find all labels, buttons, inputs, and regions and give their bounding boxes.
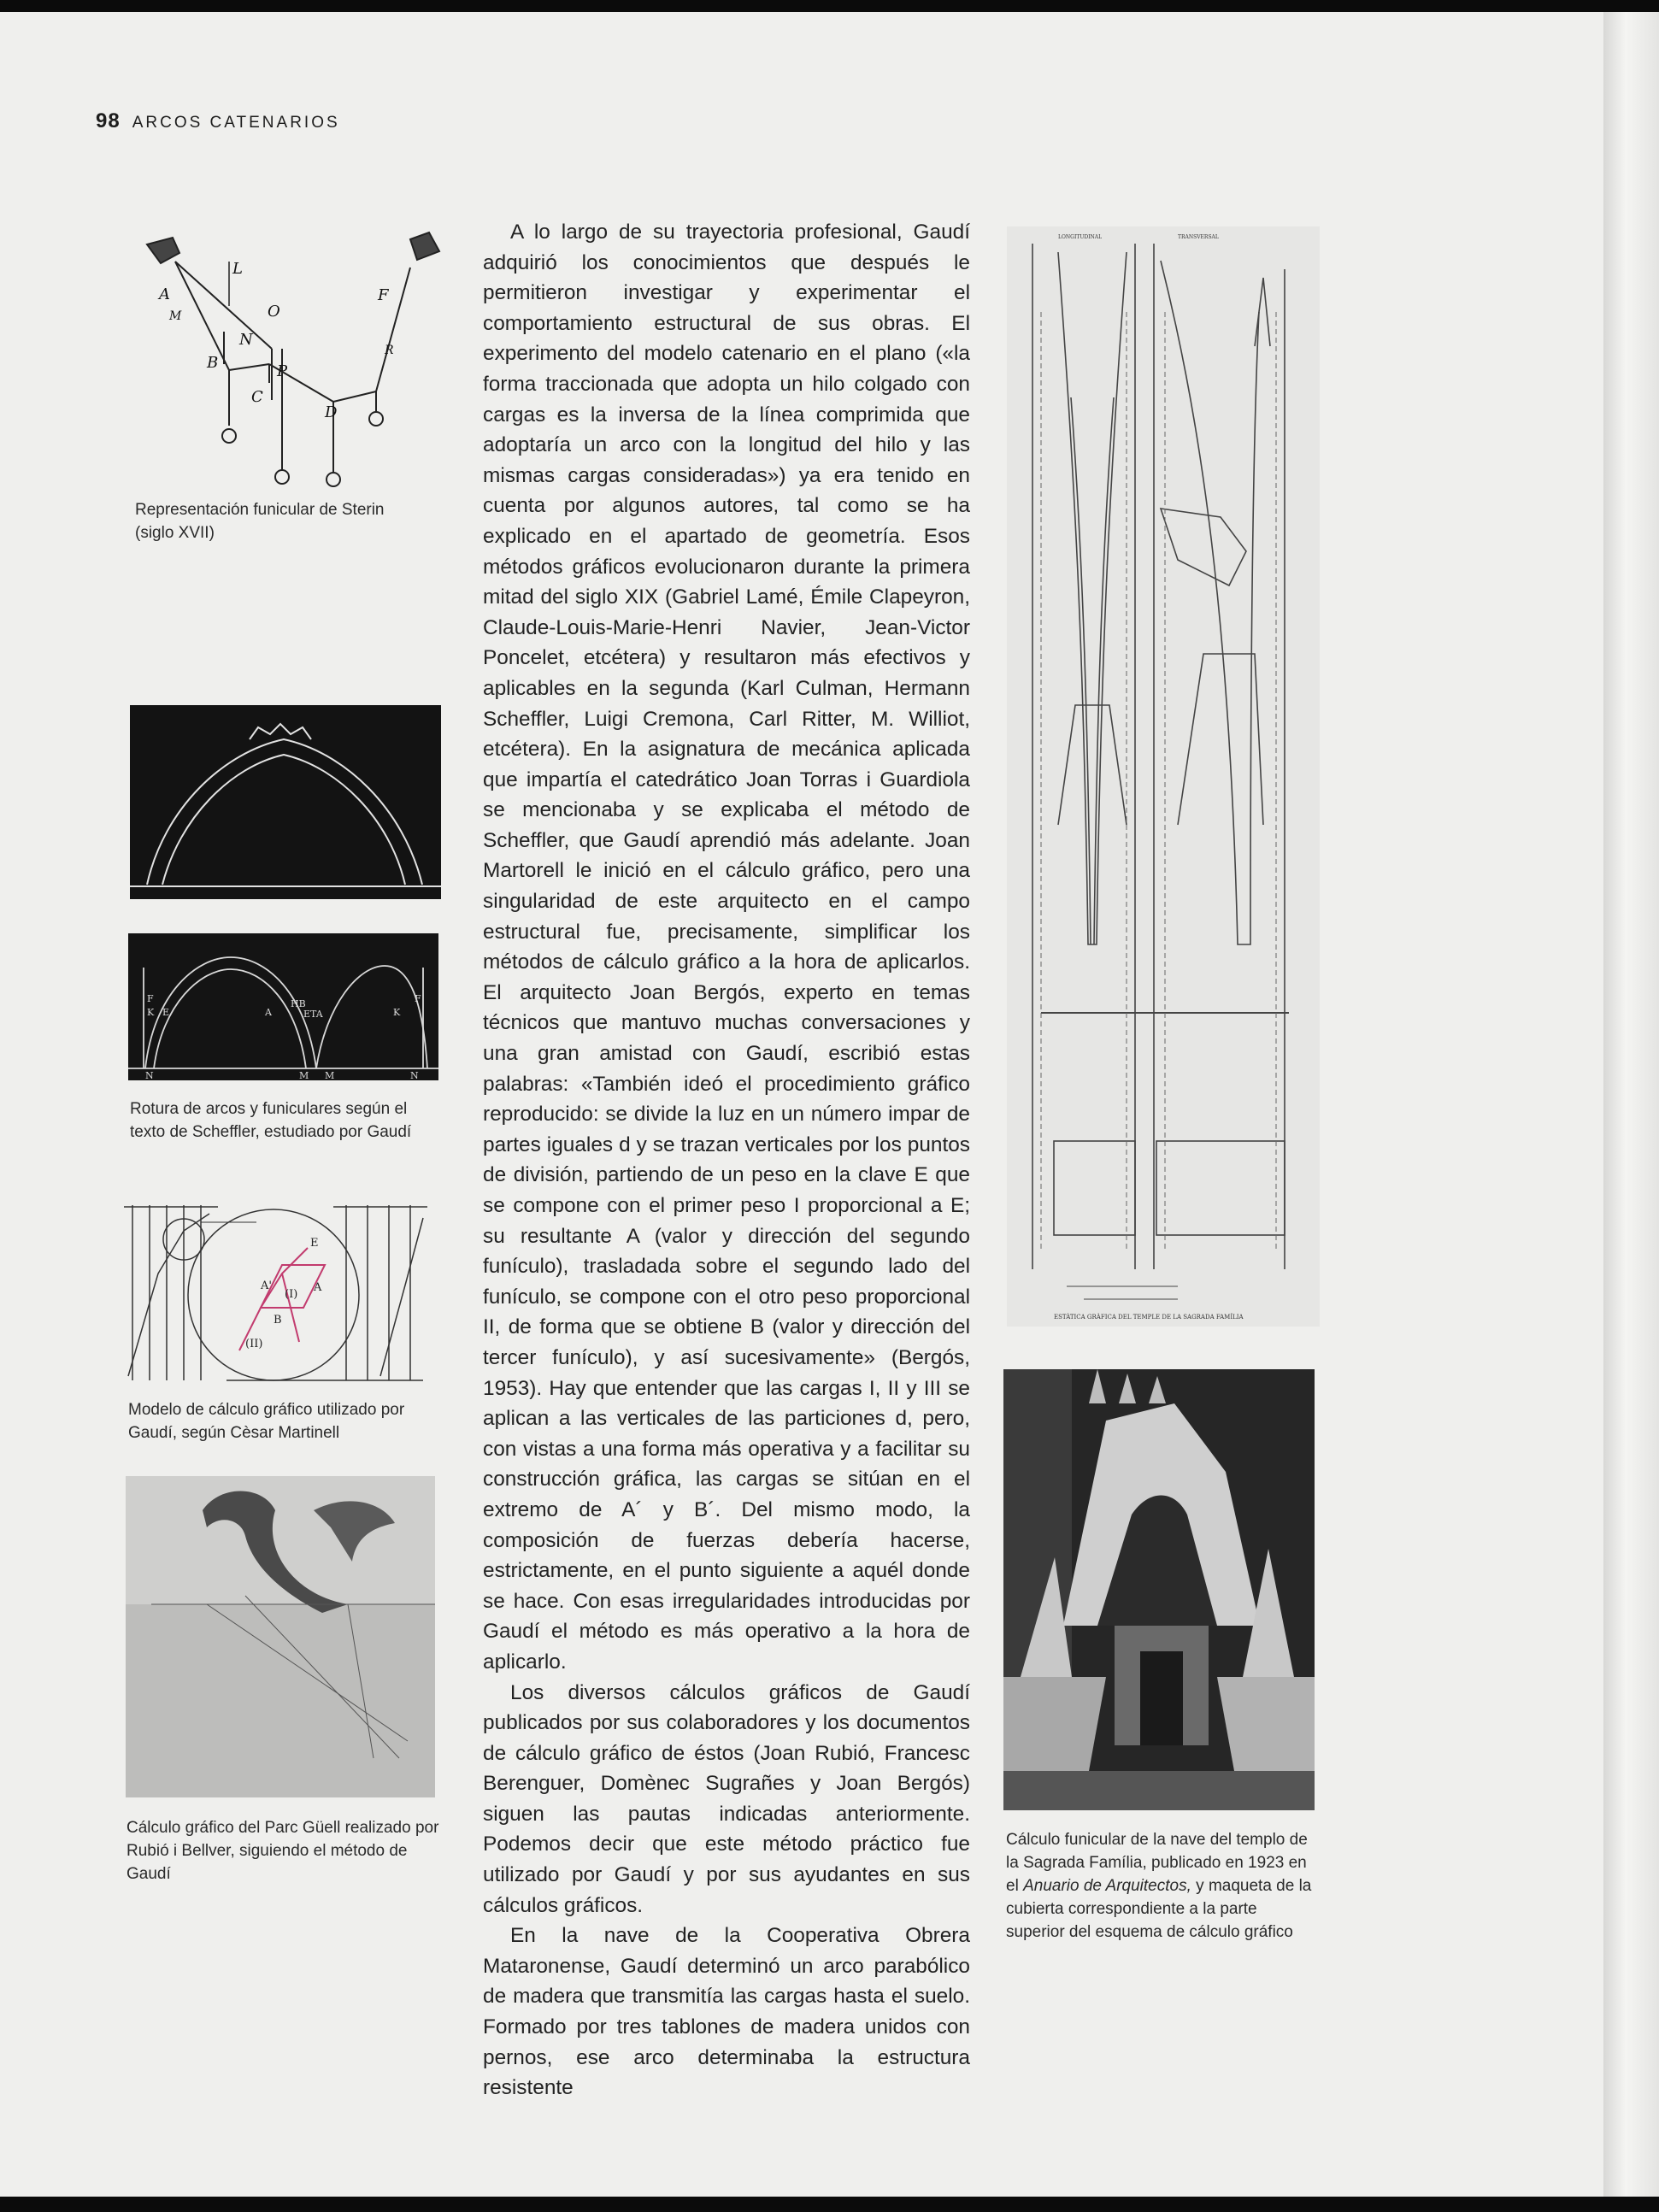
scheffler-label-e: E — [162, 1007, 170, 1018]
sterin-label-o: O — [268, 303, 280, 321]
figure-parc-guell — [126, 1476, 435, 1797]
sterin-label-d: D — [325, 403, 338, 421]
scheffler-label-m-1: M — [299, 1070, 309, 1080]
body-text — [483, 217, 970, 2103]
body-paragraph-3: En la nave de la Cooperativa Obrera Mataronense, Gaudí determinó un arco parabólico de madera que transmitía las cargas hasta el suelo. Formado por tres tablones de madera unidos con pernos, ese arco determinaba la estructura resistente — [483, 1924, 970, 2100]
martinell-label-e: E — [310, 1237, 319, 1250]
martinell-label-i: (I) — [285, 1288, 298, 1301]
scheffler-label-n-left: N — [145, 1070, 154, 1080]
martinell-label-b: B — [274, 1314, 282, 1327]
caption-sagrada-part-2: y maqueta de la cubierta correspondiente a la parte superior del esquema de cálculo gráfico — [1006, 1877, 1312, 1941]
drawing-caption-estatica: ESTÀTICA GRÀFICA DEL TEMPLE DE LA SAGRADA FAMÍLIA — [1054, 1314, 1244, 1321]
caption-parc-guell: Cálculo gráfico del Parc Güell realizado por Rubió i Bellver, siguiendo el método de Gaudí — [126, 1819, 439, 1883]
martinell-label-a: A — [314, 1281, 322, 1294]
scheffler-label-hb: HB — [291, 998, 306, 1009]
sterin-label-r: R — [385, 344, 394, 357]
caption-martinell: Modelo de cálculo gráfico utilizado por Gaudí, según Cèsar Martinell — [128, 1401, 405, 1442]
figure-sagrada-funicular-drawing — [1007, 226, 1320, 1327]
next-page-edge — [1603, 12, 1659, 2197]
caption-scheffler: Rotura de arcos y funiculares según el texto de Scheffler, estudiado por Gaudí — [130, 1100, 412, 1141]
sterin-label-p: P — [277, 362, 288, 380]
body-paragraph-1: A lo largo de su trayectoria profesional, Gaudí adquirió los conocimientos que después le permitieron investigar y experimentar el comportamiento estructural de sus obras. El experimento del modelo catenario en el plano («la forma traccionada que adopta un hilo colgado con cargas es la inversa de la línea comprimida que adoptaría un arco con la longitud del hilo y las mismas cargas consideradas») ya era tenido en cuenta por algunos autores, tal como se ha explicado en el apartado de geometría. Esos métodos gráficos evolucionaron durante la primera mitad del siglo XIX (Gabriel Lamé, Émile Clapeyron, Claude-Louis-Marie-Henri Navier, Jean-Victor Poncelet, etcétera) y resultaron más efectivos y aplicables en la segunda (Karl Culman, Hermann Scheffler, Luigi Cremona, Carl Ritter, M. Williot, etcétera). En la asignatura de mecánica aplicada que impartía el catedrático Joan Torras i Guardiola se mencionaba y se explicaba el método de Scheffler, que Gaudí aprendió más adelante. Joan Martorell le inició en el cálculo gráfico, pero una singularidad de este arquitecto en el campo estructural fue, precisamente, simplificar los métodos de cálculo gráfico a la hora de aplicarlos. El arquitecto Joan Bergós, experto en temas técnicos que mantuvo muchas conversaciones y una gran amistad con Gaudí, escribió estas palabras: «También ideó el procedimiento gráfico reproducido: se divide la luz en un número impar de partes iguales d y se trazan verticales por los puntos de división, partiendo de un peso en la clave E que se compone con el primer peso I proporcional a E; su resultante A (valor y dirección del segundo funículo), trasladada sobre el segundo lado del funículo, se compone con el otro peso proporcional II, de forma que se obtiene B (valor y dirección del tercer funículo), y así sucesivamente» (Bergós, 1953). Hay que entender que las cargas I, II y III se aplican a las verticales de las particiones d, pero, con vistas a una forma más operativa y a facilitar su construcción gráfica, las cargas se sitúan en el extremo de A´ y B´. Del mismo modo, la composición de fuerzas debería hacerse, estrictamente, en el punto siguiente a aquél donde se hace. Con esas irregularidades introducidas por Gaudí el método es más operativo a la hora de aplicarlo. — [483, 221, 970, 1674]
scheffler-label-a: A — [265, 1007, 272, 1018]
caption-sagrada-part-1: Cálculo funicular de la nave del templo de la Sagrada Família, publicado en 1923 en el — [1006, 1831, 1308, 1895]
scheffler-label-f-left: F — [147, 993, 154, 1004]
scheffler-label-k-left: K — [147, 1007, 155, 1018]
sterin-label-l: L — [232, 260, 243, 278]
scheffler-label-k-right: K — [393, 1007, 401, 1018]
scheffler-label-m-2: M — [325, 1070, 335, 1080]
scheffler-label-eta: ETA — [303, 1009, 323, 1020]
section-title: ARCOS CATENARIOS — [132, 114, 340, 132]
sterin-label-n: N — [239, 331, 253, 349]
figure-sterin-funicular — [128, 221, 453, 492]
caption-sagrada — [1006, 1828, 1314, 1944]
martinell-label-a-prime: A' — [261, 1280, 272, 1292]
figure-scheffler-arch-bottom — [128, 933, 438, 1080]
caption-sagrada-journal-title: Anuario de Arquitectos, — [1023, 1877, 1191, 1895]
drawing-label-longitudinal: LONGITUDINAL — [1058, 234, 1103, 240]
martinell-label-ii: (II) — [245, 1338, 263, 1350]
page-number: 98 — [96, 109, 121, 132]
figure-scheffler-arch-top — [130, 705, 441, 899]
figure-sagrada-model-photo — [1003, 1369, 1315, 1810]
figure-martinell-model — [124, 1180, 436, 1385]
drawing-label-transversal: TRANSVERSAL — [1178, 234, 1219, 240]
sterin-label-c: C — [251, 388, 263, 406]
sterin-label-a: A — [159, 285, 170, 303]
body-paragraph-2: Los diversos cálculos gráficos de Gaudí publicados por sus colaboradores y los documentos de cálculo gráfico de éstos (Joan Rubió, Francesc Berenguer, Domènec Sugrañes y Joan Bergós) siguen las pautas indicadas anteriormente. Podemos decir que este método práctico fue utilizado por Gaudí y por sus ayudantes en sus cálculos gráficos. — [483, 1680, 970, 1917]
scheffler-label-f-right: F — [415, 993, 421, 1004]
scheffler-label-n-right: N — [410, 1070, 419, 1080]
caption-sterin: Representación funicular de Sterin (siglo XVII) — [135, 501, 385, 542]
sterin-label-b: B — [207, 354, 219, 372]
running-header — [96, 109, 340, 133]
sterin-label-f: F — [378, 286, 389, 304]
sterin-label-m: M — [169, 309, 182, 323]
